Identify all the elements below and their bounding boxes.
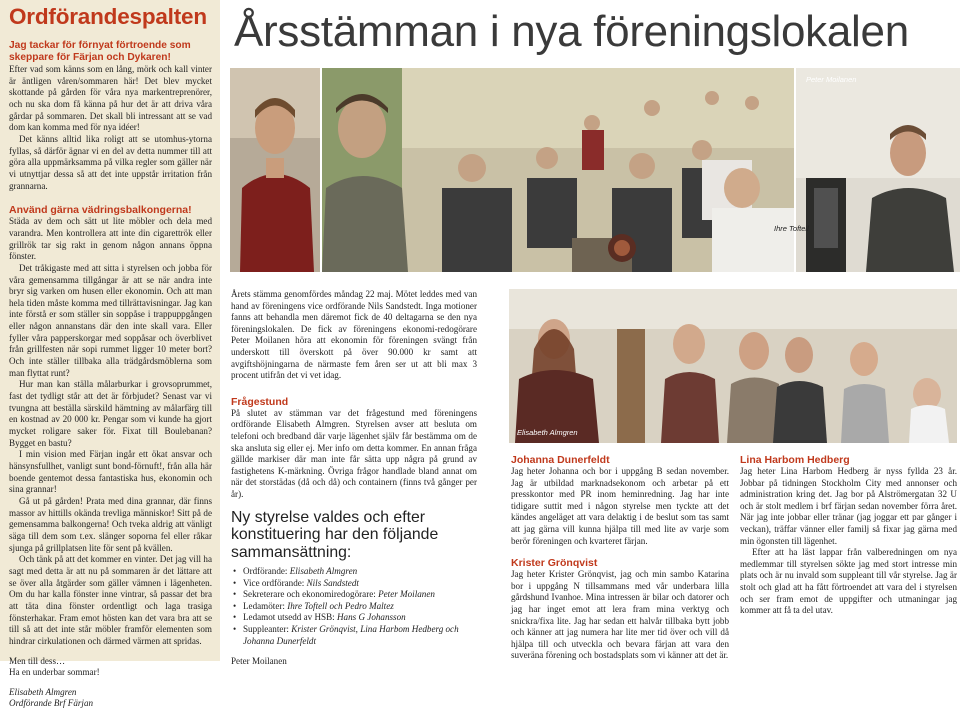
column-signoff: Ha en underbar sommar!: [9, 667, 100, 678]
board-item: • Ledamöter: Ihre Toftell och Pedro Maltez: [231, 601, 477, 613]
profile-text-johanna: Jag heter Johanna och bor i uppgång B sedan november. Jag är utbildad marknadsekonom och arbetar på ett presskontor med PR inom heminredning. Jag har inte tidigare suttit med i någon styrelse men tyckte att det kändes angeläget att vara delaktig i de beslut som tas samt att jag gärna vill kunna hjälpa till med lite av varje som berör föreningen och kvarteret färjan.: [511, 466, 729, 546]
board-item: • Ledamot utsedd av HSB: Hans G Johansson: [231, 612, 477, 624]
profile-heading-krister: Krister Grönqvist: [511, 557, 598, 570]
photo-nils-sandstedt: [230, 68, 320, 272]
caption-elisabeth: Elisabeth Almgren: [517, 428, 578, 437]
page-headline: Årsstämman i nya föreningslokalen: [234, 7, 909, 56]
board-heading: Ny styrelse valdes och efter konstituering har den följande sammansättning:: [231, 508, 439, 561]
profile-text-lina: Jag heter Lina Harbom Hedberg är nyss fyllda 23 år. Jobbar på tidningen Stockholm City med annonser och administration kring det. Jag bor på Alströmergatan 32 U och är stolt medlem i brf färjan sedan november förra året. När jag inte jobbar eller tränar (jag joggar ett par gånger i veckan), träffar vänner eller familj så fixar jag gärna med min ögonsten till lägenhet.: [740, 466, 957, 546]
column-paragraph: Och tänk på att det kommer en vinter. Det jag vill ha sagt med detta är att nu på sommaren är det lättare att se över alla åtgärder som gäller vämnen i lägenheten. Om du har kalla fönster inne vintrar, så passar det bra att täta dina fönster ordentligt och laga trasiga fönsterhakar. Fram emot hösten kan det vara bra att se till så att det inte står möbler framför elementen som hindrar cirkulationen och därmed värmen att spridas.: [9, 554, 212, 646]
column-paragraph: Efter vad som känns som en lång, mörk och kall vinter är äntligen våren/sommaren här! Det blev mycket skottande på gården för våra nya markentreprenörer, och nu ska dom få känna på hur det är att driva våra gårdar på sommaren. Det skall bli intressant att se vad dom kan komma med för nya idéer!: [9, 64, 212, 133]
column-title: Ordförandespalten: [9, 4, 207, 29]
board-item: • Suppleanter: Krister Grönqvist, Lina Harbom Hedberg och Johanna Dunerfeldt: [231, 624, 477, 647]
column-paragraph: Hur man kan ställa målarburkar i grovsoprummet, fast det tydligt står att det är förbjudet? Senast var vi tvungna att beställa särskild hämtning av målarfärg till en kostnad av 20 000 kr. Pengar som vi kunde ha gjort mycket roligare saker för. Fixat till Boulebanan? Bygget en bastu?: [9, 379, 212, 448]
column-paragraph: Det känns alltid lika roligt att se utomhus-ytorna fyllas, så därför ägnar vi en del av detta nummer till att göra alla uppmärksamma på vilka regler som gäller när vi utnyttjar dessa så att det inte uppstår irritation från grannarna.: [9, 133, 212, 191]
article-paragraph: Årets stämma genomfördes måndag 22 maj. Mötet leddes med van hand av föreningens vice ordförande Nils Sandstedt. Inga motioner fanns att behandla men däremot fick de 40 deltagarna se den nya föreningslokalen. De fick av föreningens ekonomi-redogörare Peter Moilanen höra att ekonomin för föreningen svängt från underskott till överskott på över 90.000 kr samt att avgiftshöjningarna de närmaste fem åren ser ut att bli max 3 procent utifrån det vi vet idag.: [231, 289, 477, 381]
column-lead: Jag tackar för förnyat förtroende som skeppare för Färjan och Dykaren!: [9, 40, 191, 63]
board-item: • Sekreterare och ekonomiredogörare: Peter Moilanen: [231, 589, 477, 601]
column-subheading: Använd gärna vädringsbalkongerna!: [9, 204, 192, 217]
photo-new-board-members: [509, 289, 957, 443]
caption-peter: Peter Moilanen: [806, 75, 857, 84]
photo-audience: [322, 68, 794, 272]
profile-heading-lina: Lina Harbom Hedberg: [740, 454, 850, 466]
article-body: [231, 289, 477, 668]
column-paragraph: I min vision med Färjan ingår ett ökat ansvar och hänsynsfullhet, vanligt sunt bond-förnuft!, från alla här boende gentemot dessa fantastiska hus, ekonomin och sina grannar!: [9, 449, 212, 495]
profile-text-lina: Efter att ha läst lappar från valberedningen om nya medlemmar till styrelsen sökte jag med stort intresse min plats och är nu invald som suppleant till vår styrelse. Jag är stolt och glad att ha fått förtroendet att vara del i styrelsen och ser fram emot de uppgifter och utmaningar jag kommer att få ta del utav.: [740, 547, 957, 616]
profile-column-2: [740, 454, 957, 617]
signature-role: Ordförande Brf Färjan: [9, 698, 94, 709]
profile-heading-johanna: Johanna Dunerfeldt: [511, 454, 610, 466]
caption-ihre: Ihre Toftell: [774, 224, 809, 233]
article-byline: Peter Moilanen: [231, 656, 287, 667]
column-paragraph: Gå ut på gården! Prata med dina grannar, där finns massor av hittills okända trevliga människor! Sitt på de gemensamma balkongerna! Och tveka aldrig att vänligt säga till dem som t.ex. slänger soporna fel eller råkar sjunga på grillplatsen lite för sent på kvällen.: [9, 495, 212, 553]
fragestund-heading: Frågestund: [231, 395, 289, 408]
article-paragraph: På slutet av stämman var det frågestund med föreningens ordförande Elisabeth Almgren. Styrelsen avser att besluta om telefoni och bredband där varje lägenhet själv får bestämma om de ska ansluta sig eller ej. Mer info om detta kommer. En annan fråga gällde markiser där man inte får sätta upp några på grund av fastighetens K-märkning. Övriga frågor handlade bland annat om när det storstädas (då och då) och containern (finns två gånger per år).: [231, 407, 477, 499]
board-list: [231, 566, 477, 647]
column-signoff: Men till dess…: [9, 655, 66, 666]
profile-text-krister: Jag heter Krister Grönqvist, jag och min sambo Katarina bor i uppgång N tillsammans med vår underbara lilla gårdshund Ivanhoe. Mina intressen är bilar och datorer och jag har inget emot att lera fram mina verktyg och snickra/fixa lite. Jag har sedan ett halvår tillbaka bytt jobb och känner att jag numera har lite mer tid över och vill då hjälpa till och utveckla och bevara färjan att vara den suveräna förening och bostadsplats som vi känner att det är.: [511, 569, 729, 661]
signature-name: Elisabeth Almgren: [9, 686, 77, 697]
chairman-column: [0, 0, 220, 709]
board-item: • Vice ordförande: Nils Sandstedt: [231, 578, 477, 590]
board-item: • Ordförande: Elisabeth Almgren: [231, 566, 477, 578]
column-paragraph: Städa av dem och sätt ut lite möbler och dela med varandra. Men kontrollera att inte din cigarettrök eller grillrök tar sig rakt in genom någon annans öppna fönster.: [9, 216, 212, 262]
column-paragraph: Det tråkigaste med att sitta i styrelsen och jobba för våra gemensamma tillgångar är att se när andra inte bryr sig varken om husen eller ekonomin. Och att man hela tiden måste komma med tillrättavisningar. Jag kan inte förstå er som ställer sin soppåse i trappuppgången eller någon annanstans där den inte skall vara. Eller fyller våra papperskorgar med soppåsar och överblivet från grillfesten när sopi rummet ligger 10 meter bort? Och inte ställer tillbaka alla trädgårdsmöblerna som man flyttat runt?: [9, 262, 212, 378]
photo-peter-moilanen: [796, 68, 960, 272]
profile-column-1: [511, 454, 729, 662]
